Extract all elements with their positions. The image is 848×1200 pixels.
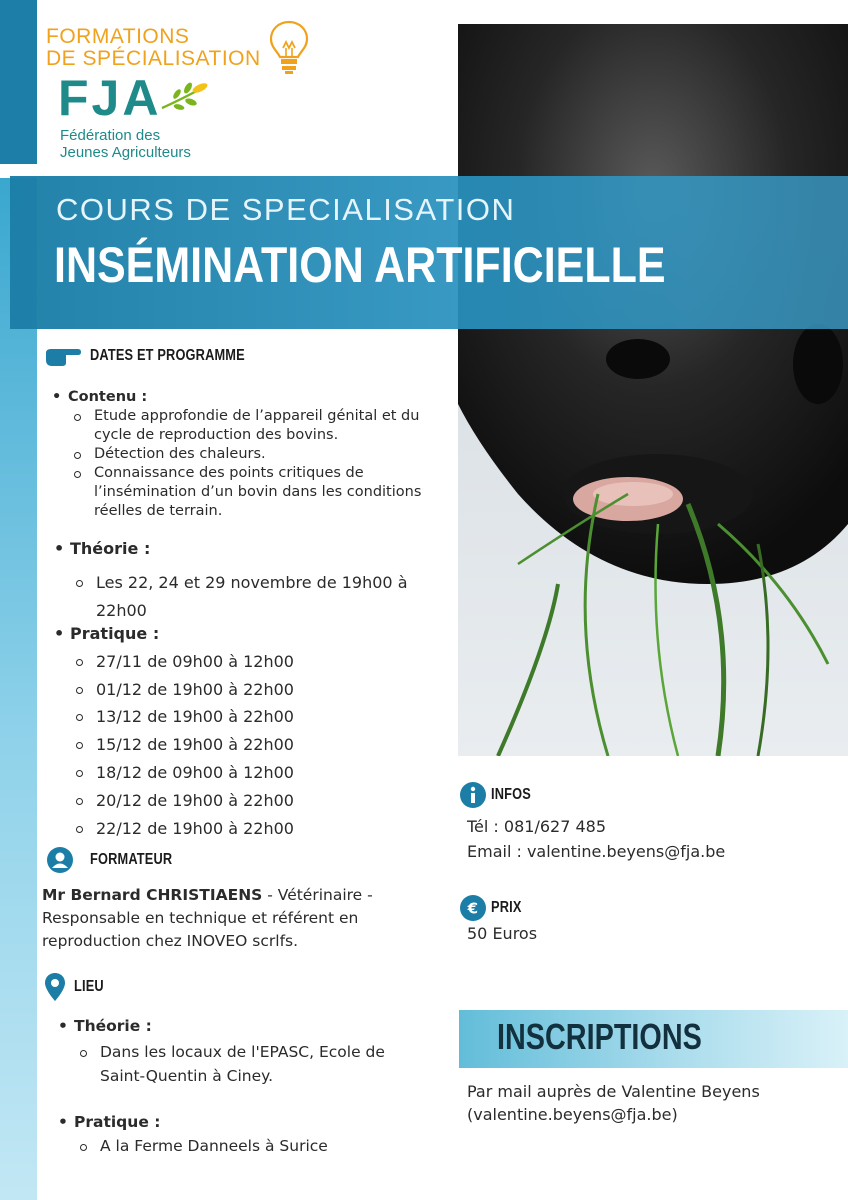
person-icon — [46, 846, 74, 874]
contenu-subitem: Connaissance des points critiques de l’insémination d’un bovin dans les conditions réelles de terrain. — [68, 464, 456, 521]
location-pin-icon — [44, 972, 66, 1002]
theorie-item: • Théorie : Les 22, 24 et 29 novembre de 19h00 à 22h00 — [48, 535, 448, 625]
formateur-description: Mr Bernard CHRISTIAENS - Vétérinaire - Responsable en technique et référent en reproduction chez INOVEO scrlfs. — [42, 886, 373, 950]
infos-contact — [467, 814, 725, 864]
pratique-date: 18/12 de 09h00 à 12h00 — [70, 759, 448, 787]
pratique-list — [48, 620, 448, 842]
lieu-pratique-place: A la Ferme Danneels à Surice — [74, 1134, 432, 1158]
lightbulb-icon — [266, 18, 312, 76]
lieu-heading: LIEU — [44, 972, 111, 1002]
info-icon — [459, 781, 487, 809]
contenu-subitem: Détection des chaleurs. — [68, 445, 456, 464]
euro-icon — [459, 894, 487, 922]
lieu-theorie: • Théorie : Dans les locaux de l'EPASC, Ecole de Saint-Quentin à Ciney. — [52, 1014, 432, 1088]
cow-muzzle-photo — [458, 24, 848, 756]
cow-photo-illustration — [458, 24, 848, 756]
pratique-date: 01/12 de 19h00 à 22h00 — [70, 676, 448, 704]
federation-name: Fédération des Jeunes Agriculteurs — [60, 127, 191, 161]
inscriptions-text: Par mail auprès de Valentine Beyens (valentine.beyens@fja.be) — [467, 1082, 760, 1124]
contenu-subitem: Etude approfondie de l’appareil génital et du cycle de reproduction des bovins. — [68, 407, 456, 445]
pratique-date: 22/12 de 19h00 à 22h00 — [70, 815, 448, 843]
formateur-name: Mr Bernard CHRISTIAENS — [42, 886, 263, 904]
course-subtitle: COURS DE SPECIALISATION — [56, 192, 516, 227]
programme-heading: DATES ET PROGRAMME — [44, 345, 284, 367]
pointing-hand-icon — [44, 345, 82, 367]
contenu-item: • Contenu : Etude approfondie de l’appareil génital et du cycle de reproduction des bovins. Détection des chaleurs. Connaissance des points critiques de l’insémination d’un bovin dans les conditions réelles de terrain. — [46, 388, 456, 521]
contenu-list — [46, 388, 456, 521]
lieu-theorie-place: Dans les locaux de l'EPASC, Ecole de Saint-Quentin à Ciney. — [74, 1040, 432, 1088]
course-title: INSÉMINATION ARTIFICIELLE — [54, 237, 666, 293]
infos-email: Email : valentine.beyens@fja.be — [467, 842, 726, 861]
pratique-date: 20/12 de 19h00 à 22h00 — [70, 787, 448, 815]
theorie-date: Les 22, 24 et 29 novembre de 19h00 à 22h00 — [70, 569, 448, 625]
pratique-date: 13/12 de 19h00 à 22h00 — [70, 703, 448, 731]
prix-value: 50 Euros — [467, 924, 538, 943]
leaf-branch-icon — [160, 80, 210, 112]
left-gradient-bar — [0, 178, 37, 1200]
theorie-list — [48, 535, 448, 625]
formateur-heading: FORMATEUR — [46, 846, 193, 874]
prix-heading: € PRIX — [459, 894, 529, 922]
formations-tagline: FORMATIONS DE SPÉCIALISATION — [46, 25, 261, 70]
infos-tel: Tél : 081/627 485 — [467, 817, 606, 836]
pratique-date: 15/12 de 19h00 à 22h00 — [70, 731, 448, 759]
lieu-pratique: • Pratique : A la Ferme Danneels à Surice — [52, 1110, 432, 1158]
fja-logo-text: FJA — [58, 70, 162, 126]
svg-text:€: € — [467, 899, 479, 918]
inscriptions-heading: INSCRIPTIONS — [497, 1016, 702, 1057]
pratique-item: • Pratique : 27/11 de 09h00 à 12h00 01/12 de 19h00 à 22h00 13/12 de 19h00 à 22h00 15/12 de 19h00 à 22h00 18/12 de 09h00 à 12h00 20/12 de 19h00 à 22h00 22/12 de 19h00 à 22h00 — [48, 620, 448, 842]
top-accent-strip — [0, 0, 37, 164]
pratique-date: 27/11 de 09h00 à 12h00 — [70, 648, 448, 676]
infos-heading: INFOS — [459, 781, 541, 809]
lieu-list — [52, 1014, 432, 1158]
